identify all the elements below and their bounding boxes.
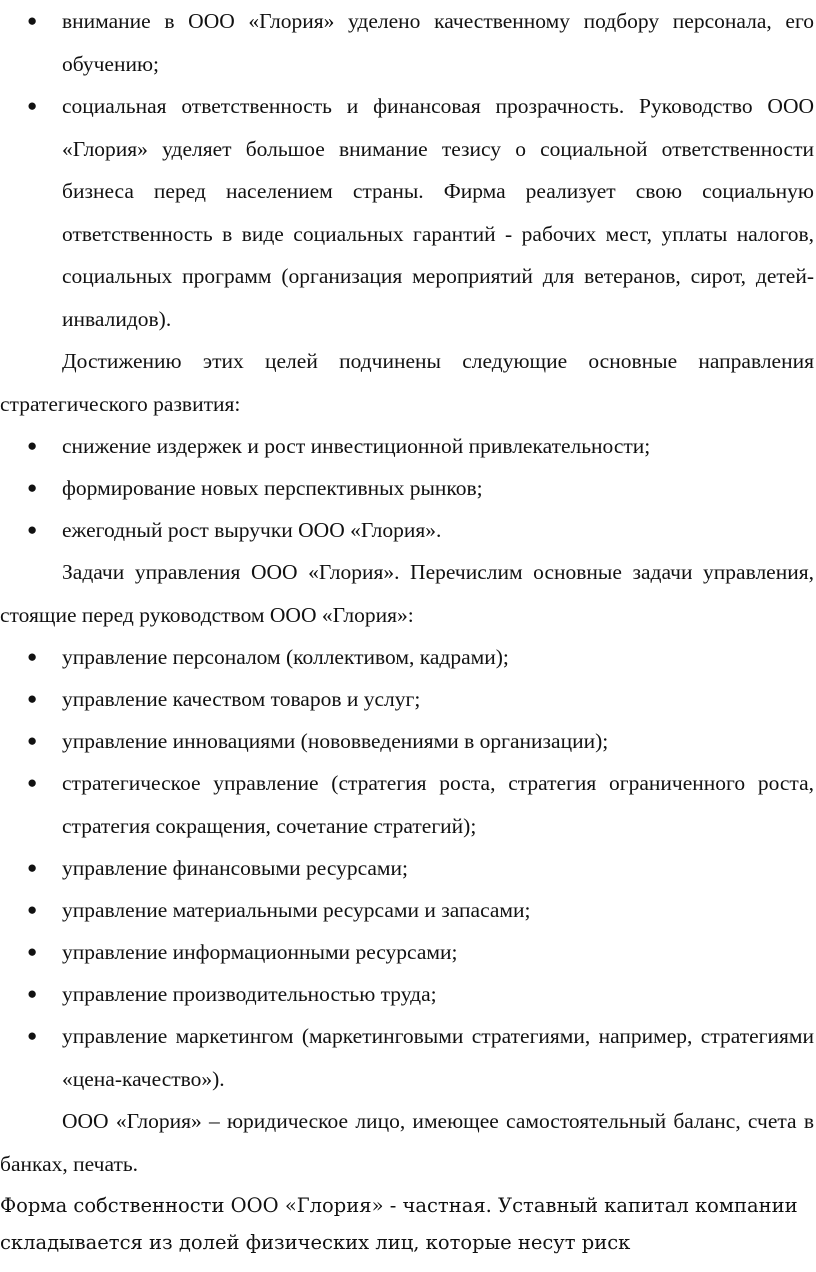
paragraph: ООО «Глория» – юридическое лицо, имеющее самостоятельный баланс, счета в банках, печать. xyxy=(0,1109,814,1176)
list-item xyxy=(0,931,816,973)
list-item xyxy=(0,973,816,1015)
list-item-text: управление инновациями (нововведениями в организации); xyxy=(62,729,609,753)
list-item-text: управление финансовыми ресурсами; xyxy=(62,856,409,880)
bullet-icon: ● xyxy=(27,858,38,877)
list-item-text: управление материальными ресурсами и запасами; xyxy=(62,898,531,922)
paragraph: Задачи управления ООО «Глория». Перечислим основные задачи управления, стоящие перед руководством ООО «Глория»: xyxy=(0,560,814,627)
list-item-text: управление производительностью труда; xyxy=(62,982,437,1006)
bullet-icon: ● xyxy=(27,11,38,30)
list-item xyxy=(0,509,816,551)
list-item xyxy=(0,425,816,467)
list-item-text: стратегическое управление (стратегия роста, стратегия ограниченного роста, стратегия сокращения, сочетание стратегий); xyxy=(62,771,814,838)
list-item xyxy=(0,889,816,931)
list-item xyxy=(0,1015,816,1100)
bullet-icon: ● xyxy=(27,942,38,961)
list-item-text: снижение издержек и рост инвестиционной привлекательности; xyxy=(62,434,651,458)
list-item-text: формирование новых перспективных рынков; xyxy=(62,476,483,500)
list-item xyxy=(0,467,816,509)
bullet-icon: ● xyxy=(27,436,38,455)
list-item xyxy=(0,847,816,889)
list-item xyxy=(0,85,816,340)
list-item xyxy=(0,0,816,85)
list-item-text: ежегодный рост выручки ООО «Глория». xyxy=(62,518,442,542)
bullet-icon: ● xyxy=(27,773,38,792)
bullet-icon: ● xyxy=(27,478,38,497)
bullet-icon: ● xyxy=(27,689,38,708)
bullet-icon: ● xyxy=(27,96,38,115)
list-item-text: управление качеством товаров и услуг; xyxy=(62,687,421,711)
list-item-text: управление информационными ресурсами; xyxy=(62,940,458,964)
bullet-icon: ● xyxy=(27,900,38,919)
bullet-icon: ● xyxy=(27,1026,38,1045)
list-item-text: управление персоналом (коллективом, кадрами); xyxy=(62,645,509,669)
list-item xyxy=(0,762,816,847)
paragraph: Достижению этих целей подчинены следующие основные направления стратегического развития: xyxy=(0,349,814,416)
bullet-icon: ● xyxy=(27,520,38,539)
list-item xyxy=(0,636,816,678)
list-item xyxy=(0,720,816,762)
bullet-icon: ● xyxy=(27,731,38,750)
list-item xyxy=(0,678,816,720)
bullet-icon: ● xyxy=(27,647,38,666)
list-item-text: внимание в ООО «Глория» уделено качественному подбору персонала, его обучению; xyxy=(62,9,814,76)
paragraph: Форма собственности ООО «Глория» - частная. Уставный капитал компании складывается из долей физических лиц, которые несут риск xyxy=(0,1194,798,1254)
list-item-text: социальная ответственность и финансовая прозрачность. Руководство ООО «Глория» уделяет большое внимание тезису о социальной ответственности бизнеса перед населением страны. Фирма реализует свою социальную ответственность в виде социальных гарантий - рабочих мест, уплаты налогов, социальных программ (организация мероприятий для ветеранов, сирот, детей-инвалидов). xyxy=(62,94,814,331)
list-item-text: управление маркетингом (маркетинговыми стратегиями, например, стратегиями «цена-качество»). xyxy=(62,1024,814,1091)
bullet-icon: ● xyxy=(27,984,38,1003)
